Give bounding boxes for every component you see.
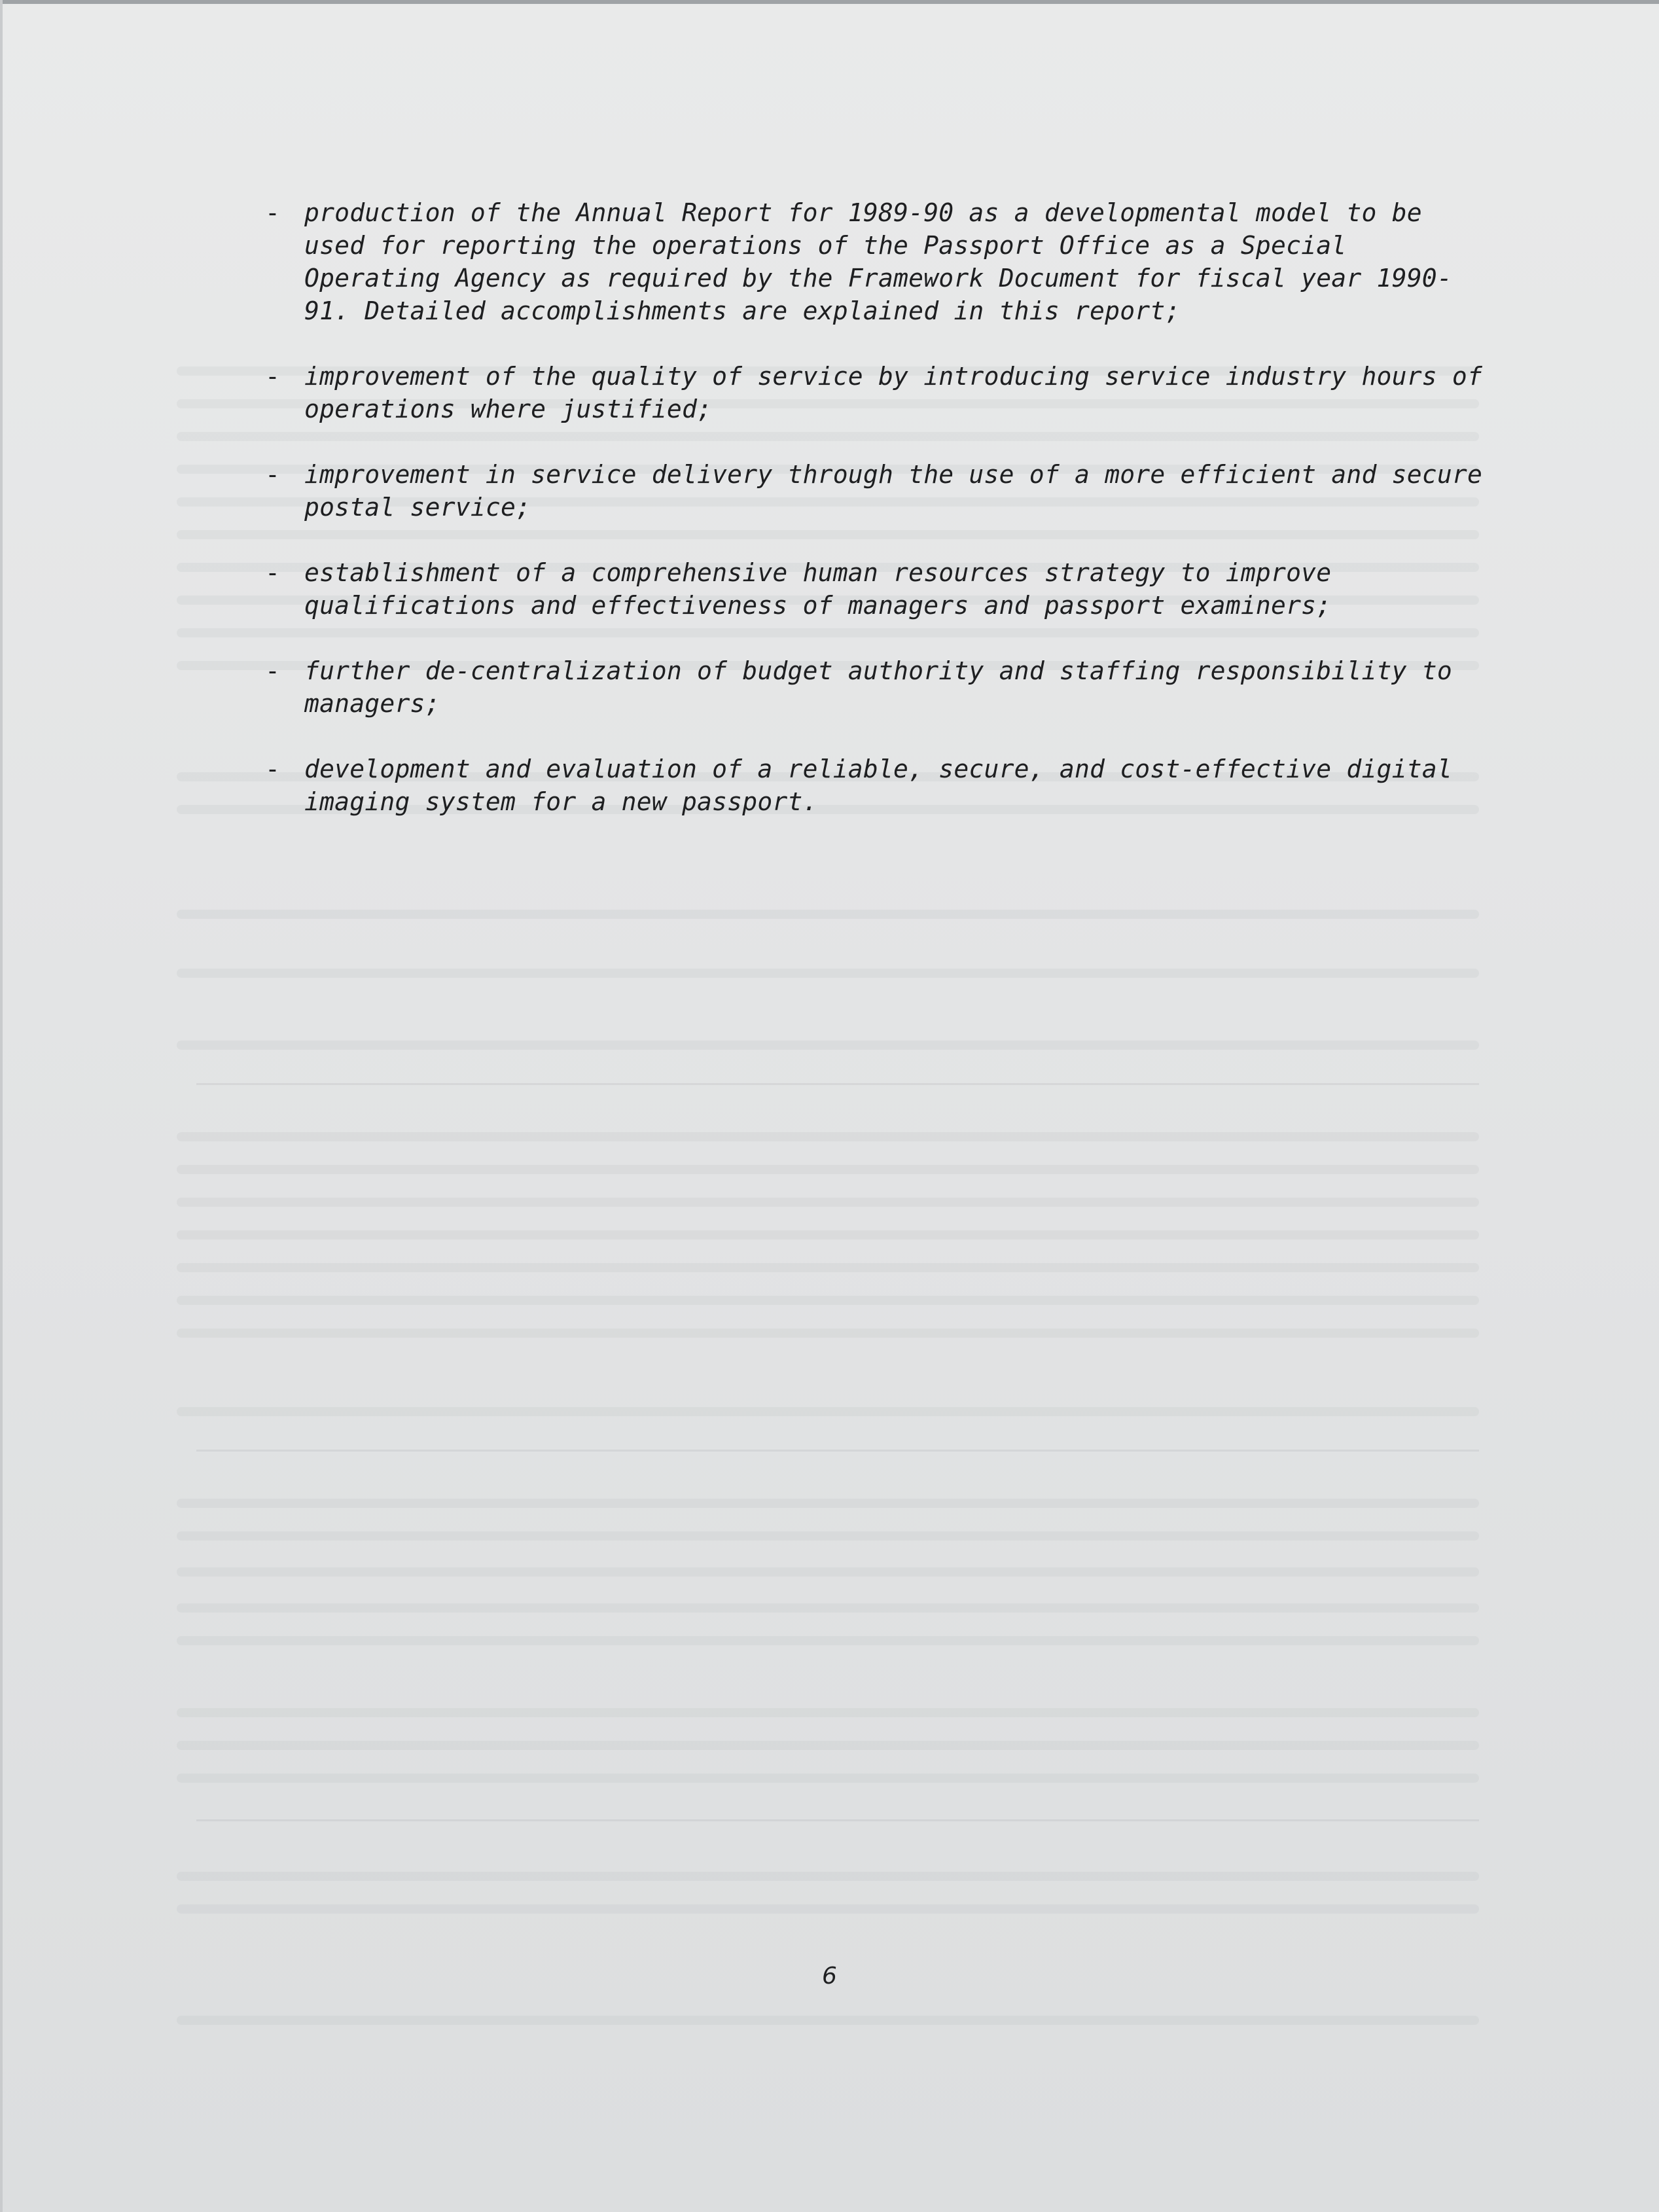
list-item <box>265 753 1489 818</box>
accomplishments-list <box>265 196 1489 851</box>
bullet-text: further de-centralization of budget authority and staffing responsibility to managers; <box>304 656 1452 718</box>
bullet-text: establishment of a comprehensive human resources strategy to improve qualifications and effectiveness of managers and passport examiners; <box>304 558 1332 620</box>
bullet-dash: - <box>265 460 281 489</box>
bullet-dash: - <box>265 755 281 783</box>
bullet-text: production of the Annual Report for 1989-90 as a developmental model to be used for reporting the operations of the Passport Office as a Special Operating Agency as required by the Framework Document for fiscal year 1990-91. Detailed accomplishments are explained in this report; <box>304 198 1452 325</box>
bullet-dash: - <box>265 198 281 227</box>
scan-left-edge <box>0 0 3 2212</box>
bullet-dash: - <box>265 362 281 391</box>
list-item <box>265 654 1489 720</box>
page-number: 6 <box>822 1963 837 1989</box>
list-item <box>265 360 1489 425</box>
bullet-dash: - <box>265 558 281 587</box>
bullet-text: improvement of the quality of service by introducing service industry hours of operations where justified; <box>304 362 1483 423</box>
bullet-text: development and evaluation of a reliable, secure, and cost-effective digital imaging system for a new passport. <box>304 755 1452 816</box>
bullet-text: improvement in service delivery through the use of a more efficient and secure postal service; <box>304 460 1483 522</box>
list-item <box>265 458 1489 524</box>
bullet-dash: - <box>265 656 281 685</box>
list-item <box>265 556 1489 622</box>
list-item <box>265 196 1489 327</box>
scan-top-edge <box>0 0 1659 4</box>
